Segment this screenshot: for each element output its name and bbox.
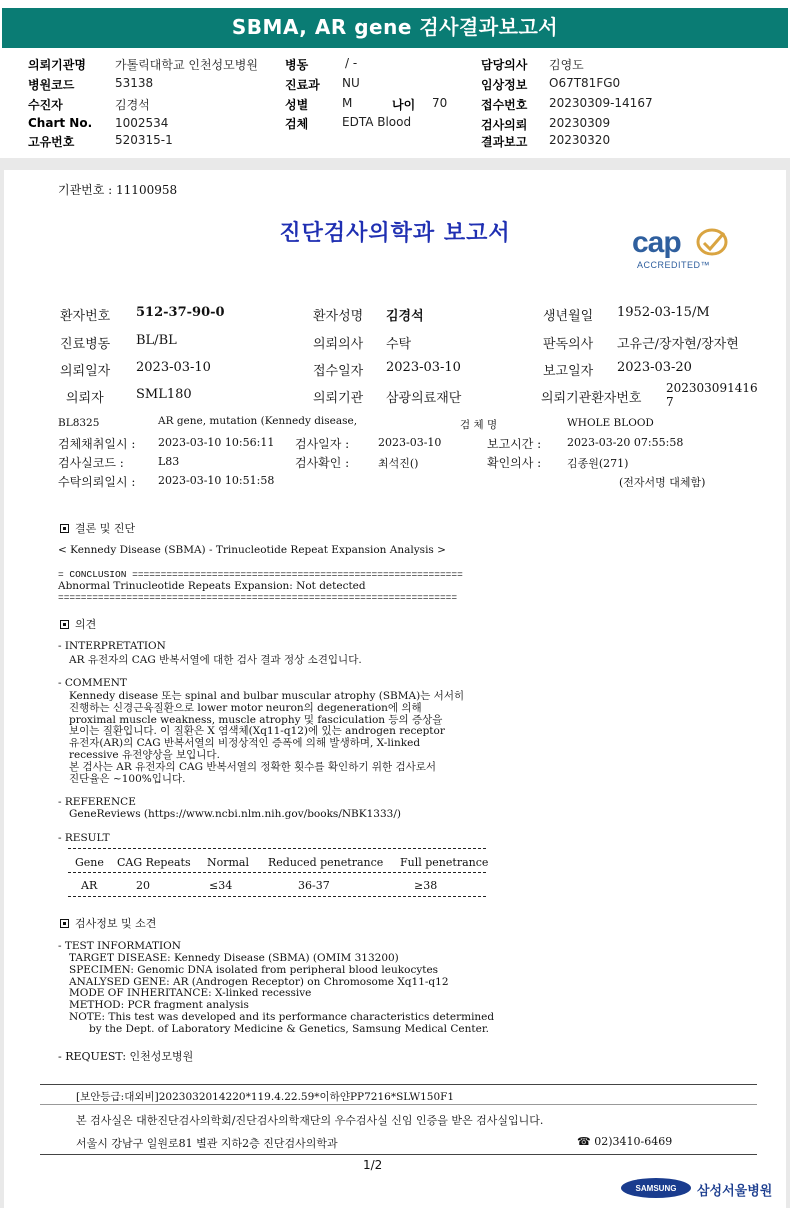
specimen-label: 검체 — [285, 117, 309, 131]
section-bullet-icon — [60, 919, 69, 928]
test-name: AR gene, mutation (Kennedy disease, — [158, 415, 358, 427]
ward-value: / - — [345, 56, 358, 70]
section-bullet-icon — [60, 620, 69, 629]
conclusion-line-1: = CONCLUSION ========================================================== — [58, 569, 463, 580]
comment-line: proximal muscle weakness, muscle atrophy 및 fasciculation 등의 증상을 — [69, 713, 443, 726]
page-number: 1/2 — [363, 1158, 383, 1172]
hospital-name: 삼성서울병원 — [697, 1184, 773, 1199]
req-date-value: 2023-03-10 — [136, 360, 211, 375]
result-row-normal: ≤34 — [209, 879, 233, 892]
confirm-doctor-value: 김종원(271) — [567, 457, 629, 470]
interpretation-heading: - INTERPRETATION — [58, 640, 166, 652]
requesting-institution-value: 가톨릭대학교 인천성모병원 — [115, 58, 258, 72]
req-doctor-value: 수탁 — [386, 337, 412, 352]
result-heading: - RESULT — [58, 832, 110, 844]
reading-doctor-value: 고유근/장자현/장자현 — [617, 337, 739, 352]
dob-label: 생년월일 — [543, 309, 594, 324]
req-inst-pt-value-line2: 7 — [666, 395, 674, 409]
interpretation-body: AR 유전자의 CAG 반복서열에 대한 검사 결과 정상 소견입니다. — [69, 654, 362, 666]
specimen-name-value: WHOLE BLOOD — [567, 417, 654, 429]
age-label: 나이 — [392, 98, 416, 112]
doctor-label: 담당의사 — [481, 58, 528, 72]
unique-no-label: 고유번호 — [28, 135, 75, 149]
department-label: 진료과 — [285, 78, 320, 92]
ward-label: 병동 — [285, 58, 309, 72]
page-right-edge — [786, 168, 790, 1208]
clinical-info-label: 임상정보 — [481, 78, 528, 92]
footer-top-rule — [40, 1084, 757, 1085]
report-date-value: 20230320 — [549, 133, 611, 147]
patient-name-value: 김경석 — [386, 309, 424, 324]
clinical-info-value: O67T81FG0 — [549, 76, 621, 90]
footer-mid-rule — [40, 1104, 757, 1105]
footer-bottom-rule — [40, 1154, 757, 1155]
section-conclusion-heading — [60, 520, 135, 536]
req-date-label: 의뢰일자 — [60, 364, 111, 379]
receipt-date-value: 2023-03-10 — [386, 360, 461, 375]
req-doctor-label: 의뢰의사 — [313, 337, 364, 352]
comment-line: 보이는 질환입니다. 이 질환은 X 염색체(Xq11-q12)에 있는 androgen receptor — [69, 725, 445, 738]
outsource-time-label: 수탁의뢰일시 : — [58, 475, 136, 489]
req-inst-pt-value-line1: 202303091416 — [666, 381, 758, 395]
result-header-gene: Gene — [75, 856, 104, 869]
requesting-institution-label: 의뢰기관명 — [28, 58, 86, 72]
sex-label: 성별 — [285, 98, 309, 112]
hospital-code-label: 병원코드 — [28, 78, 75, 92]
security-line: [보안등급:대외비]2023032014220*119.4.22.59*이하얀PP7216*SLW150F1 — [76, 1091, 455, 1103]
section-testinfo-heading — [60, 915, 156, 931]
test-date-value: 2023-03-10 — [378, 436, 442, 449]
cap-logo-subtext: ACCREDITED™ — [637, 260, 711, 270]
comment-heading: - COMMENT — [58, 677, 127, 689]
collect-time-value: 2023-03-10 10:56:11 — [158, 436, 275, 449]
report-title-bar — [2, 8, 788, 46]
receipt-no-label: 접수번호 — [481, 98, 528, 112]
section-opinion-heading — [60, 616, 96, 632]
reference-heading: - REFERENCE — [58, 796, 136, 808]
testinfo-line: SPECIMEN: Genomic DNA isolated from peripheral blood leukocytes — [69, 963, 439, 976]
testinfo-line: TARGET DISEASE: Kennedy Disease (SBMA) (OMIM 313200) — [69, 952, 399, 964]
result-table-mid-rule — [68, 872, 486, 873]
request-date-label: 검사의뢰 — [481, 118, 528, 132]
section-bullet-icon — [60, 524, 69, 533]
reading-doctor-label: 판독의사 — [543, 337, 594, 352]
samsung-logo — [620, 1176, 692, 1200]
test-date-label: 검사일자 : — [295, 437, 350, 451]
request-line: - REQUEST: 인천성모병원 — [58, 1050, 194, 1063]
analysis-title: < Kennedy Disease (SBMA) - Trinucleotide Repeat Expansion Analysis > — [58, 544, 446, 556]
document-title: 진단검사의학과 보고서 — [279, 221, 511, 246]
chart-no-value: 1002534 — [115, 116, 169, 130]
confirm-doctor-label: 확인의사 : — [487, 456, 542, 470]
specimen-value: EDTA Blood — [342, 115, 412, 129]
report-time-label: 보고시간 : — [487, 437, 542, 451]
comment-line: 유전자(AR)의 CAG 반복서열의 비정상적인 증폭에 의해 발생하며, X-linked — [69, 737, 421, 750]
result-row-gene: AR — [81, 879, 98, 892]
conclusion-line-2: Abnormal Trinucleotide Repeats Expansion: Not detected — [58, 580, 366, 592]
lab-code-label: 검사실코드 : — [58, 456, 124, 470]
request-date-value: 20230309 — [549, 116, 611, 130]
reference-body: GeneReviews (https://www.ncbi.nlm.nih.gov/books/NBK1333/) — [69, 808, 401, 820]
result-table-top-rule — [68, 848, 486, 849]
section-opinion-title: 의견 — [75, 618, 97, 631]
result-row-cag: 20 — [136, 879, 150, 892]
req-inst-label: 의뢰기관 — [313, 391, 364, 406]
ward2-value: BL/BL — [136, 333, 177, 348]
conclusion-line-3: ====================================================================== — [58, 592, 458, 603]
age-value: 70 — [432, 96, 448, 110]
hospital-code-value: 53138 — [115, 76, 154, 90]
ward2-label: 진료병동 — [60, 337, 111, 352]
requester-value: SML180 — [136, 387, 192, 402]
report-date2-label: 보고일자 — [543, 364, 594, 379]
testinfo-line: MODE OF INHERITANCE: X-linked recessive — [69, 987, 312, 1000]
comment-line: Kennedy disease 또는 spinal and bulbar muscular atrophy (SBMA)는 서서히 — [69, 690, 465, 702]
patient-no-label: 환자번호 — [60, 309, 111, 324]
institution-number: 기관번호 : 11100958 — [58, 183, 178, 197]
confirm-value: 최석진() — [378, 457, 419, 470]
specimen-name-label: 검 체 명 — [460, 419, 498, 431]
receipt-no-value: 20230309-14167 — [549, 96, 653, 110]
doctor-value: 김영도 — [549, 58, 584, 72]
cap-logo-text: cap — [632, 226, 681, 259]
result-row-full: ≥38 — [414, 879, 438, 892]
comment-line: 진행하는 신경근육질환으로 lower motor neuron의 degeneration에 의해 — [69, 701, 422, 714]
testinfo-line: NOTE: This test was developed and its performance characteristics determined — [69, 1011, 495, 1023]
report-title: SBMA, AR gene 검사결과보고서 — [231, 15, 559, 39]
result-header-normal: Normal — [207, 856, 250, 869]
testinfo-line: METHOD: PCR fragment analysis — [69, 999, 249, 1012]
lab-code-value: L83 — [158, 455, 180, 468]
receipt-date-label: 접수일자 — [313, 364, 364, 379]
result-row-reduced: 36-37 — [298, 879, 330, 892]
page-top-shadow — [0, 158, 790, 170]
sex-value: M — [342, 96, 353, 110]
address-line: 서울시 강남구 일원로81 별관 지하2층 진단검사의학과 — [76, 1137, 338, 1150]
page-left-edge — [0, 168, 4, 1208]
examinee-label: 수진자 — [28, 98, 63, 112]
patient-name-label: 환자성명 — [313, 309, 364, 324]
samsung-logo-text: SAMSUNG — [635, 1184, 677, 1193]
outsource-time-value: 2023-03-10 10:51:58 — [158, 474, 275, 487]
result-header-reduced: Reduced penetrance — [268, 856, 384, 869]
collect-time-label: 검체채취일시 : — [58, 437, 136, 451]
phone-line: ☎ 02)3410-6469 — [577, 1135, 673, 1148]
report-date2-value: 2023-03-20 — [617, 360, 692, 375]
dob-value: 1952-03-15/M — [617, 305, 710, 320]
result-table-bottom-rule — [68, 896, 486, 897]
req-inst-value: 삼광의료재단 — [386, 391, 462, 406]
section-testinfo-title: 검사정보 및 소견 — [75, 917, 157, 930]
test-code: BL8325 — [58, 417, 100, 429]
unique-no-value: 520315-1 — [115, 133, 173, 147]
chart-no-label: Chart No. — [28, 116, 93, 130]
comment-line: 진단율은 ~100%입니다. — [69, 772, 186, 785]
req-inst-pt-label: 의뢰기관환자번호 — [541, 391, 642, 406]
esign-note: (전자서명 대체함) — [619, 476, 706, 489]
report-date-label: 결과보고 — [481, 135, 528, 149]
result-header-cag: CAG Repeats — [117, 856, 191, 869]
department-value: NU — [342, 76, 360, 90]
certification-line: 본 검사실은 대한진단검사의학회/진단검사의학재단의 우수검사실 신임 인증을 받은 검사실입니다. — [76, 1114, 544, 1127]
result-header-full: Full penetrance — [400, 856, 489, 869]
confirm-label: 검사확인 : — [295, 456, 350, 470]
requester-label: 의뢰자 — [66, 391, 104, 406]
title-underline — [2, 46, 788, 48]
section-conclusion-title: 결론 및 진단 — [75, 522, 136, 535]
report-time-value: 2023-03-20 07:55:58 — [567, 436, 684, 449]
testinfo-heading: - TEST INFORMATION — [58, 940, 181, 952]
comment-line: recessive 유전양상을 보입니다. — [69, 749, 220, 761]
examinee-value: 김경석 — [115, 98, 150, 112]
comment-line: 본 검사는 AR 유전자의 CAG 반복서열의 정확한 횟수를 확인하기 위한 검사로서 — [69, 760, 437, 773]
testinfo-line: by the Dept. of Laboratory Medicine & Genetics, Samsung Medical Center. — [69, 1022, 490, 1035]
testinfo-line: ANALYSED GENE: AR (Androgen Receptor) on Chromosome Xq11-q12 — [69, 975, 449, 988]
patient-no-value: 512-37-90-0 — [136, 305, 225, 320]
